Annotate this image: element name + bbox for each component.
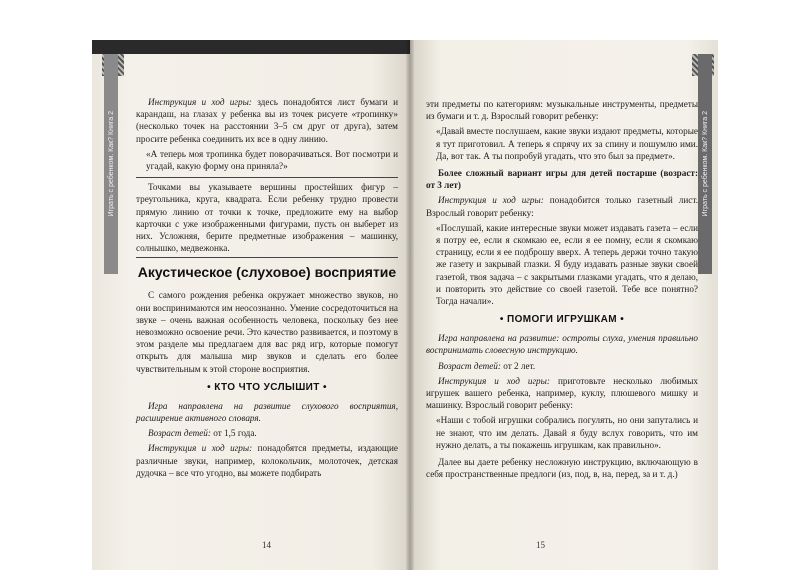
instruction-text: здесь понадобятся лист бумаги и карандаш, на глазах у ребенка вы из точек рисуете «тропинку» (несколько точек на расстоянии 3–5 см друг от друга), затем просите ребенка соединить их все в одну линию.: [136, 97, 398, 144]
page-header-bar: [92, 40, 410, 54]
dialog-quote: «А теперь моя тропинка будет поворачиваться. Вот посмотри и угадай, какую форму она приняла?»: [146, 148, 398, 172]
dialog-quote: «Давай вместе послушаем, какие звуки издают предметы, которые я тут приготовил. А теперь я спрячу их за спину и пошумлю ими. Да, вот так. А ты попробуй угадать, что это был за предмет».: [436, 126, 698, 161]
instruction-paragraph-2: [136, 442, 398, 479]
harder-variant-heading: Более сложный вариант игры для детей постарше (возраст: от 3 лет): [426, 168, 698, 191]
age-line: [136, 427, 398, 439]
page-number: 14: [262, 540, 271, 550]
instruction-paragraph: [136, 96, 398, 145]
running-head-strip: [104, 54, 118, 274]
book-gutter: [406, 40, 414, 570]
running-head-strip: [698, 54, 712, 274]
right-page-content: [426, 98, 698, 483]
instruction-label-2: Инструкция и ход игры:: [438, 375, 550, 386]
instruction-text: понадобится только газетный лист. Взрослый говорит ребенку:: [426, 195, 699, 218]
continuation-paragraph: эти предметы по категориям: музыкальные инструменты, предметы из бумаги и т. д. Взрослый говорит ребенку:: [426, 99, 698, 122]
instruction-paragraph: [426, 194, 698, 218]
instruction-paragraph-2: [426, 375, 698, 412]
age-value: от 1,5 года.: [210, 428, 257, 439]
section-title: Акустическое (слуховое) восприятие: [137, 264, 397, 281]
right-page: [410, 40, 718, 570]
left-page: [92, 40, 410, 570]
instruction-text-2: понадобятся предметы, издающие различные звуки, например, колокольчик, молоточек, детская дудочка – все что угодно, вы можете подбирать: [136, 443, 398, 478]
age-label: Возраст детей:: [438, 360, 501, 371]
page-number: 15: [536, 540, 545, 550]
left-page-content: [136, 96, 398, 482]
age-value: от 2 лет.: [500, 360, 536, 371]
game-aim: Игра направлена на развитие слухового восприятия, расширение активного словаря.: [136, 400, 398, 424]
game-title: • КТО ЧТО УСЛЫШИТ •: [207, 381, 327, 393]
dialog-quote-2: «Послушай, какие интересные звуки может издавать газета – если я потру ее, если я скомкаю ее, если я ее помну, если я скомкаю страницу, если я ее подброшу вверх. А теперь держи точно такую же газету и закрывай глазки. Я буду издавать разные звуки своей газетой, твоя задача – с закрытыми глазками угадать, что я делаю, и повторить это действие со своей газетой. Тебе все понятно? Тогда начали».: [436, 222, 698, 307]
section-intro: С самого рождения ребенка окружает множество звуков, но они воспринимаются им неосознанно. Умение сосредоточиться на звуке – очень важная особенность человека, поскольку без нее невозможно освоение речи. Это качество развивается, и поэтому в этом разделе мы предлагаем для вас ряд игр, которые помогут открыть для малыша мир звуков и сделать его более чувствительным к этой стороне восприятия.: [136, 290, 398, 374]
age-line: [426, 360, 698, 372]
game-aim: Игра направлена на развитие: остроты слуха, умения правильно воспринимать словесную инструкцию.: [426, 333, 698, 356]
closing-paragraph: Далее вы даете ребенку несложную инструкцию, включающую в себя пространственные предлоги (из, под, в, на, перед, за и т. д.): [426, 457, 698, 480]
book-spread: [92, 40, 718, 570]
instruction-label: Инструкция и ход игры:: [438, 195, 544, 206]
game-title: • ПОМОГИ ИГРУШКАМ •: [499, 314, 625, 326]
age-label: Возраст детей:: [148, 428, 211, 439]
instruction-text-2: приготовьте несколько любимых игрушек вашего ребенка, например, куклу, плюшевого мишку и машинку. Взрослый говорит ребенку:: [426, 375, 698, 411]
running-head: Играть с ребенком. Как? Книга 2: [107, 111, 115, 217]
boxed-paragraph: Точками вы указываете вершины простейших фигур – треугольника, круга, квадрата. Если ребенку трудно провести прямую линию от точки к точке, предложите ему на выбор карточки с уже изображенными фигурами, пусть он выберет из них. Усложняя, берите предметные изображения – машинку, солнышко, медвежонка.: [136, 177, 398, 258]
running-head: Играть с ребенком. Как? Книга 2: [701, 111, 709, 217]
instruction-label-2: Инструкция и ход игры:: [148, 443, 253, 454]
dialog-quote-3: «Наши с тобой игрушки собрались погулять, но они запутались и не знают, что им делать. Давай я буду вслух говорить, что им нужно делать, а ты покажешь игрушкам, как правильно».: [436, 415, 698, 450]
instruction-label: Инструкция и ход игры:: [148, 97, 252, 107]
